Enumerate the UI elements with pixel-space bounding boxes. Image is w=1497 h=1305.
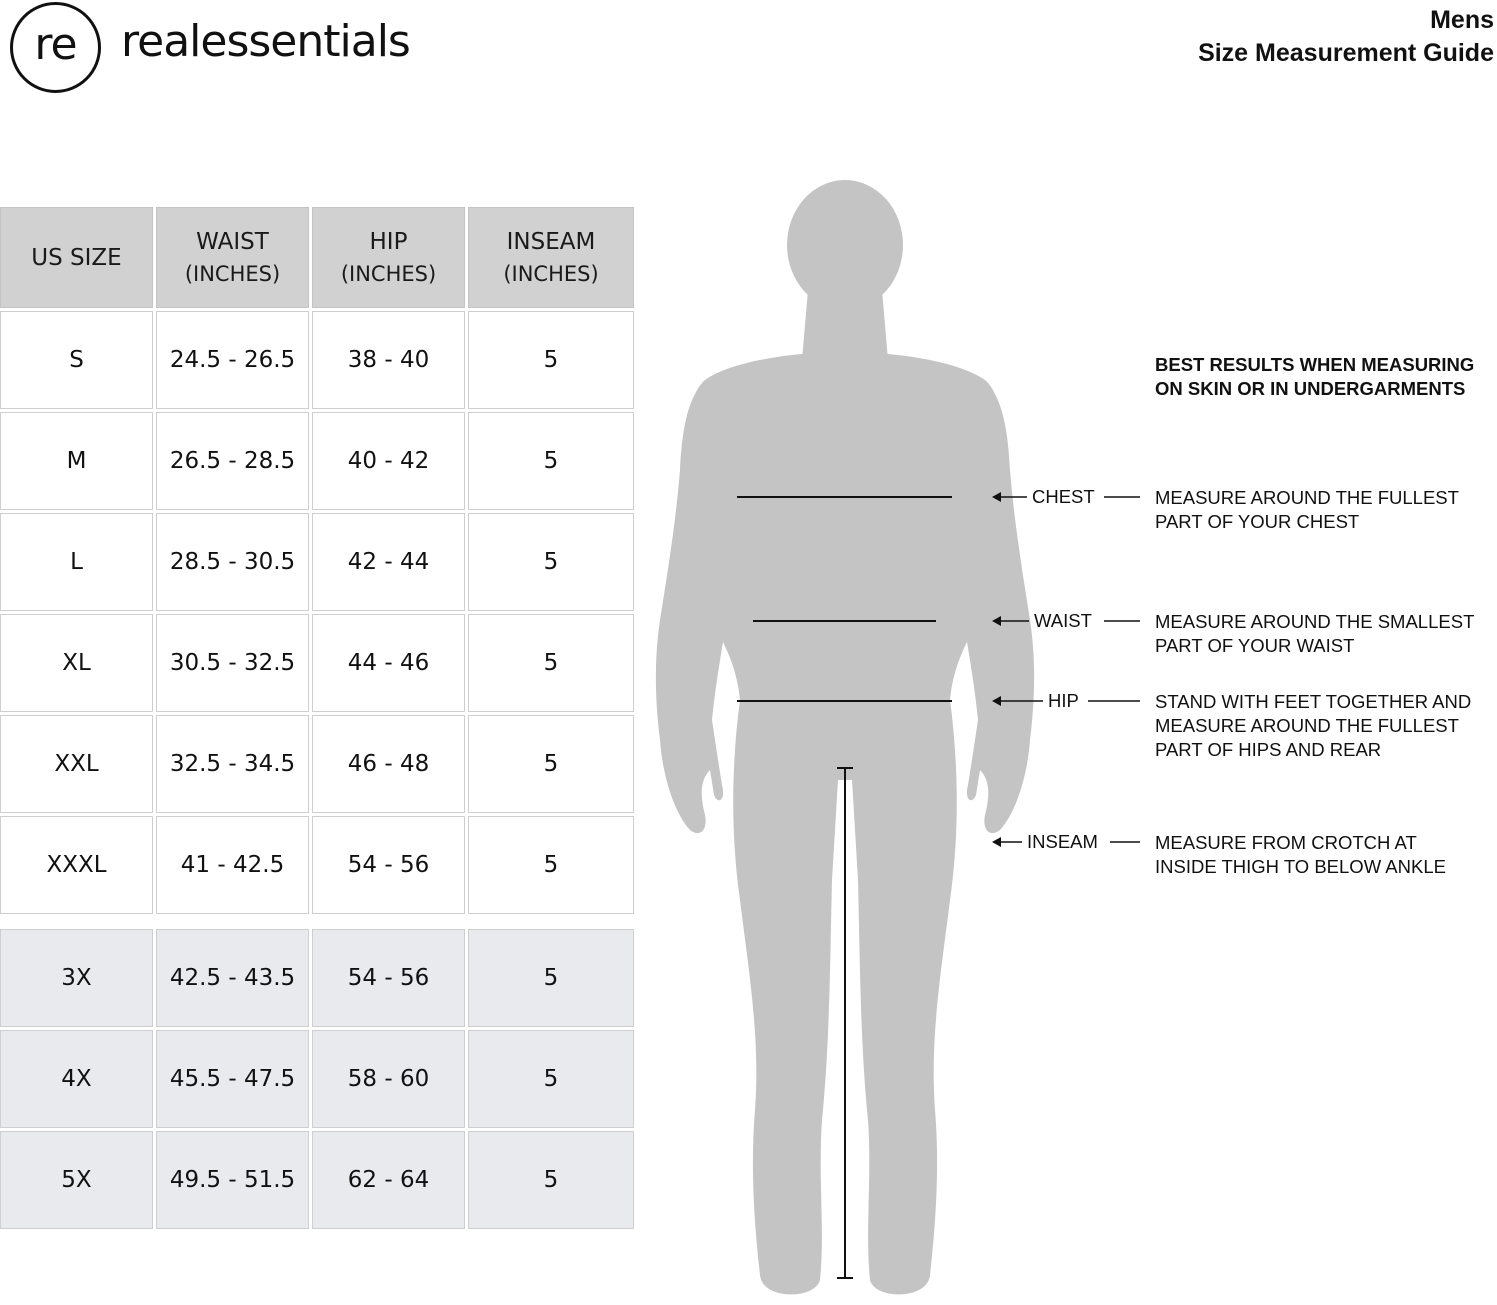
cell-hip: 54 - 56 bbox=[312, 929, 465, 1027]
hip-label: HIP bbox=[1048, 690, 1079, 711]
cell-waist: 41 - 42.5 bbox=[156, 816, 309, 914]
cell-size: L bbox=[0, 513, 153, 611]
inseam-instructions bbox=[1155, 831, 1446, 879]
neck-shape bbox=[802, 290, 888, 360]
cell-hip: 46 - 48 bbox=[312, 715, 465, 813]
best-results-line2: ON SKIN OR IN UNDERGARMENTS bbox=[1155, 378, 1466, 399]
cell-hip: 40 - 42 bbox=[312, 412, 465, 510]
hip-instructions-line1: STAND WITH FEET TOGETHER AND bbox=[1155, 691, 1472, 712]
cell-inseam: 5 bbox=[468, 929, 634, 1027]
cell-size: XXXL bbox=[0, 816, 153, 914]
cell-inseam: 5 bbox=[468, 816, 634, 914]
header-us-size bbox=[0, 207, 153, 308]
cell-inseam: 5 bbox=[468, 513, 634, 611]
cell-inseam: 5 bbox=[468, 1030, 634, 1128]
best-results-line1: BEST RESULTS WHEN MEASURING bbox=[1155, 354, 1475, 375]
table-section-gap bbox=[0, 917, 634, 926]
waist-label: WAIST bbox=[1034, 610, 1092, 631]
table-row bbox=[0, 412, 634, 510]
cell-waist: 49.5 - 51.5 bbox=[156, 1131, 309, 1229]
cell-waist: 26.5 - 28.5 bbox=[156, 412, 309, 510]
cell-waist: 42.5 - 43.5 bbox=[156, 929, 309, 1027]
inseam-label: INSEAM bbox=[1027, 831, 1098, 852]
gap-cell bbox=[0, 917, 634, 926]
table-row bbox=[0, 715, 634, 813]
page-title-line2: Size Measurement Guide bbox=[1198, 39, 1494, 67]
hip-instructions-line2: MEASURE AROUND THE FULLEST bbox=[1155, 715, 1459, 736]
cell-inseam: 5 bbox=[468, 311, 634, 409]
header-inseam bbox=[468, 207, 634, 308]
table-row bbox=[0, 513, 634, 611]
cell-size: 5X bbox=[0, 1131, 153, 1229]
best-results-note bbox=[1155, 353, 1474, 401]
table-row bbox=[0, 816, 634, 914]
header-label: US SIZE bbox=[31, 244, 122, 271]
cell-size: 4X bbox=[0, 1030, 153, 1128]
cell-inseam: 5 bbox=[468, 715, 634, 813]
cell-hip: 62 - 64 bbox=[312, 1131, 465, 1229]
brand-logo-mark-text: re bbox=[34, 18, 77, 70]
cell-inseam: 5 bbox=[468, 412, 634, 510]
table-row bbox=[0, 614, 634, 712]
table-row-extended bbox=[0, 929, 634, 1027]
table-header-row bbox=[0, 207, 634, 308]
cell-waist: 45.5 - 47.5 bbox=[156, 1030, 309, 1128]
header-unit: (INCHES) bbox=[503, 261, 599, 286]
table-row-extended bbox=[0, 1131, 634, 1229]
brand-logo-wordmark: realessentials bbox=[121, 16, 410, 67]
cell-hip: 54 - 56 bbox=[312, 816, 465, 914]
cell-size: M bbox=[0, 412, 153, 510]
hip-instructions bbox=[1155, 690, 1471, 762]
header-unit: (INCHES) bbox=[340, 261, 437, 286]
cell-waist: 28.5 - 30.5 bbox=[156, 513, 309, 611]
page-title bbox=[1198, 4, 1494, 70]
header-label: WAIST bbox=[196, 228, 269, 255]
annotation-arrows bbox=[985, 480, 1145, 860]
cell-size: XL bbox=[0, 614, 153, 712]
cell-waist: 24.5 - 26.5 bbox=[156, 311, 309, 409]
table-row-extended bbox=[0, 1030, 634, 1128]
cell-hip: 58 - 60 bbox=[312, 1030, 465, 1128]
cell-hip: 42 - 44 bbox=[312, 513, 465, 611]
cell-inseam: 5 bbox=[468, 1131, 634, 1229]
header-hip bbox=[312, 207, 465, 308]
cell-hip: 44 - 46 bbox=[312, 614, 465, 712]
cell-hip: 38 - 40 bbox=[312, 311, 465, 409]
cell-size: S bbox=[0, 311, 153, 409]
header-waist bbox=[156, 207, 309, 308]
cell-waist: 30.5 - 32.5 bbox=[156, 614, 309, 712]
table-row bbox=[0, 311, 634, 409]
size-chart-table bbox=[0, 204, 637, 1232]
inseam-instructions-line2: INSIDE THIGH TO BELOW ANKLE bbox=[1155, 856, 1446, 877]
cell-waist: 32.5 - 34.5 bbox=[156, 715, 309, 813]
cell-size: XXL bbox=[0, 715, 153, 813]
brand-logo-mark bbox=[10, 2, 101, 93]
header-label: INSEAM bbox=[506, 228, 596, 255]
chest-label: CHEST bbox=[1032, 486, 1095, 507]
header-label: HIP bbox=[369, 228, 408, 255]
waist-instructions-line1: MEASURE AROUND THE SMALLEST bbox=[1155, 611, 1475, 632]
waist-instructions bbox=[1155, 610, 1474, 658]
chest-instructions-line2: PART OF YOUR CHEST bbox=[1155, 511, 1360, 532]
header-unit: (INCHES) bbox=[184, 261, 281, 286]
inseam-line bbox=[837, 768, 853, 1278]
cell-inseam: 5 bbox=[468, 614, 634, 712]
cell-size: 3X bbox=[0, 929, 153, 1027]
left-arm-shape bbox=[656, 380, 739, 833]
inseam-instructions-line1: MEASURE FROM CROTCH AT bbox=[1155, 832, 1417, 853]
hip-instructions-line3: PART OF HIPS AND REAR bbox=[1155, 739, 1382, 760]
chest-instructions-line1: MEASURE AROUND THE FULLEST bbox=[1155, 487, 1459, 508]
waist-instructions-line2: PART OF YOUR WAIST bbox=[1155, 635, 1355, 656]
page-title-line1: Mens bbox=[1430, 6, 1494, 34]
chest-instructions bbox=[1155, 486, 1459, 534]
